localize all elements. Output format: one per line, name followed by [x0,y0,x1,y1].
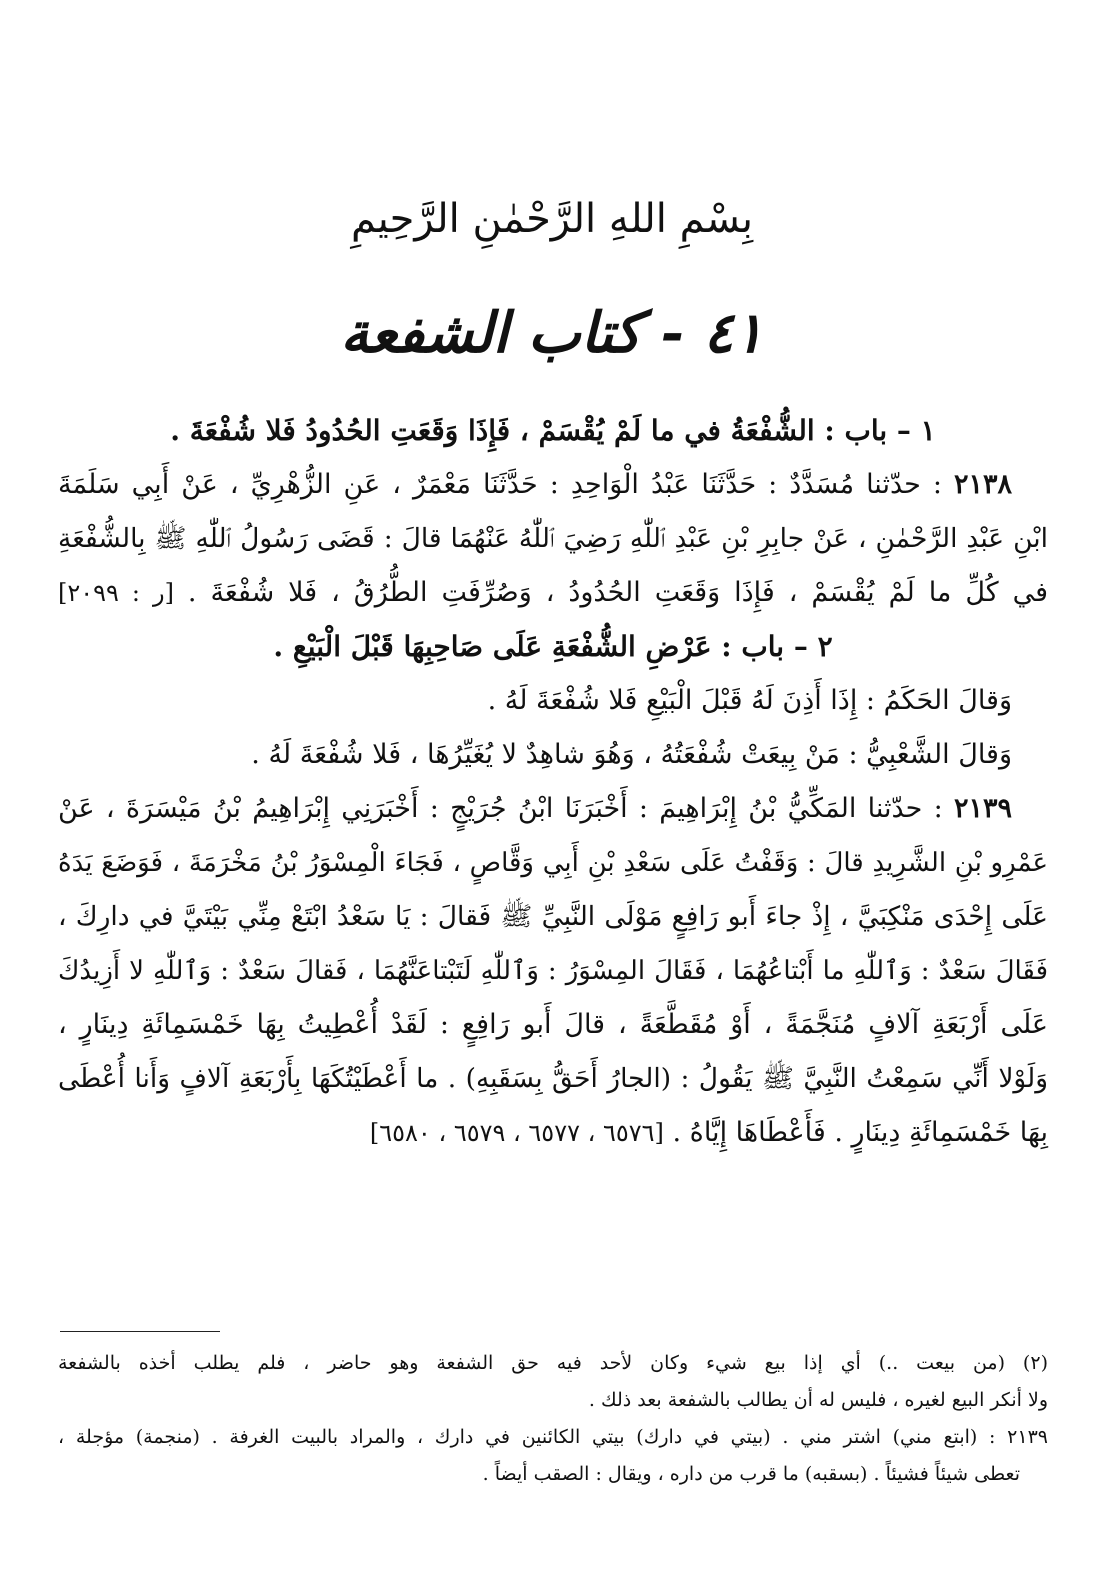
hadith-number: ٢١٣٩ [953,793,1012,824]
basmala-calligraphy: بِسْمِ اللهِ الرَّحْمٰنِ الرَّحِيمِ [350,196,754,242]
bab-1-heading: ١ – باب : الشُّفْعَةُ في ما لَمْ يُقْسَمْ ، فَإِذَا وَقَعَتِ الحُدُودُ فَلا شُفْعَةَ . [170,414,936,447]
footnote-line: ولا أنكر البيع لغيره ، فليس له أن يطالب بالشفعة بعد ذلك . [588,1389,1048,1411]
footnote-line: ٢١٣٩ : (ابتع مني) اشتر مني . (بيتي في دارك) بيتي الكائنين في دارك ، والمراد بالبيت الغرفة . (منجمة) مؤجلة ، [58,1426,1048,1448]
quote-hakam: وَقالَ الحَكَمُ : إِذَا أَذِنَ لَهُ قَبْلَ الْبَيْعِ فَلا شُفْعَةَ لَهُ . [487,685,1012,716]
hadith-2139-line-7 [58,1106,1048,1160]
hadith-text: بِهَا خَمْسَمِائَةِ دِينَارٍ . فَأَعْطَاهَا إِيَّاهُ . [672,1117,1048,1148]
hadith-text: في كُلِّ ما لَمْ يُقْسَمْ ، فَإِذَا وَقَعَتِ الحُدُودُ ، وَصُرِّفَتِ الطُّرُقُ ، فَلا شُفْعَةَ . [187,577,1049,608]
hadith-2139-line-2: عَمْرِو بْنِ الشَّرِيدِ قالَ : وَقَفْتُ عَلَى سَعْدِ بْنِ أَبِي وَقَّاصٍ ، فَجَاءَ الْمِسْوَرُ بْنُ مَخْرَمَةَ ، فَوَضَعَ يَدَهُ [58,848,1048,878]
hadith-text: : حدّثنا مُسَدَّدٌ : حَدَّثَنَا عَبْدُ الْوَاحِدِ : حَدَّثَنَا مَعْمَرٌ ، عَنِ الزُّهْرِيِّ ، عَنْ أَبِي سَلَمَةَ [58,469,942,500]
hadith-2139-line-4: فَقَالَ سَعْدٌ : وَٱللّٰهِ ما أَبْتاعُهُمَا ، فَقَالَ المِسْوَرُ : وَٱللّٰهِ لَتَبْتاعَنَّهُمَا ، فَقالَ سَعْدٌ : وَٱللّٰهِ لا أَزِيدُكَ [58,956,1048,986]
footnote-line: تعطى شيئاً فشيئاً . (بسقبه) ما قرب من داره ، ويقال : الصقب أيضاً . [482,1463,1020,1485]
hadith-2139-line-6: وَلَوْلا أَنِّي سَمِعْتُ النَّبِيَّ ﷺ يَقُولُ : (الجارُ أَحَقُّ بِسَقَبِهِ) . ما أَعْطَيْتُكَهَا بِأَرْبَعَةِ آلافٍ وَأَنا أُعْطَى [58,1063,1048,1094]
main-text [58,404,1048,1160]
hadith-2139-line-1 [58,782,1048,836]
footnote-2 [58,1419,1048,1493]
hadith-2139-line-3: عَلَى إِحْدَى مَنْكِبَيَّ ، إِذْ جاءَ أَبو رَافِعٍ مَوْلَى النَّبِيِّ ﷺ فَقالَ : يَا سَعْدُ ابْتَعْ مِنِّي بَيْتَيَّ في دارِكَ ، [58,901,1048,932]
quote-shabi: وَقالَ الشَّعْبِيُّ : مَنْ بِيعَتْ شُفْعَتُهُ ، وَهُوَ شاهِدٌ لا يُغَيِّرُهَا ، فَلا شُفْعَةَ لَهُ . [251,739,1012,770]
hadith-text: : حدّثنا المَكِّيُّ بْنُ إِبْرَاهِيمَ : أَخْبَرَنَا ابْنُ جُرَيْجٍ : أَخْبَرَنِي إِبْرَاهِيمُ بْنُ مَيْسَرَةَ ، عَنْ [58,793,943,824]
book-title: ٤١ - كتاب الشفعة [340,300,764,366]
footnote-divider [60,1331,220,1332]
cross-reference: [ر : ٢٠٩٩] [58,579,174,607]
hadith-2138-line-3 [58,566,1048,620]
footnotes [58,1345,1048,1493]
footnote-line: (٢) (من بيعت ..) أي إذا بيع شيء وكان لأحد فيه حق الشفعة وهو حاضر ، فلم يطلب أخذه بالشفعة [58,1352,1048,1374]
footnote-1 [58,1345,1048,1419]
hadith-number: ٢١٣٨ [953,469,1012,500]
bab-2-heading: ٢ – باب : عَرْضِ الشُّفْعَةِ عَلَى صَاحِبِهَا قَبْلَ الْبَيْعِ . [273,630,833,663]
hadith-2139-line-5: عَلَى أَرْبَعَةِ آلافٍ مُنَجَّمَةً ، أَوْ مُقَطَّعَةً ، قالَ أَبو رَافِعٍ : لَقَدْ أُعْطِيتُ بِهَا خَمْسَمِائَةِ دِينَارٍ ، [58,1009,1048,1040]
hadith-2138-line-1 [58,458,1048,512]
cross-reference: [٦٥٧٦ ، ٦٥٧٧ ، ٦٥٧٩ ، ٦٥٨٠] [369,1119,664,1147]
hadith-2138-line-2: ابْنِ عَبْدِ الرَّحْمٰنِ ، عَنْ جابِرِ بْنِ عَبْدِ ٱللّٰهِ رَضِيَ ٱللّٰهُ عَنْهُمَا قالَ : قَضَى رَسُولُ ٱللّٰهِ ﷺ بِالشُّفْعَةِ [58,523,1048,554]
